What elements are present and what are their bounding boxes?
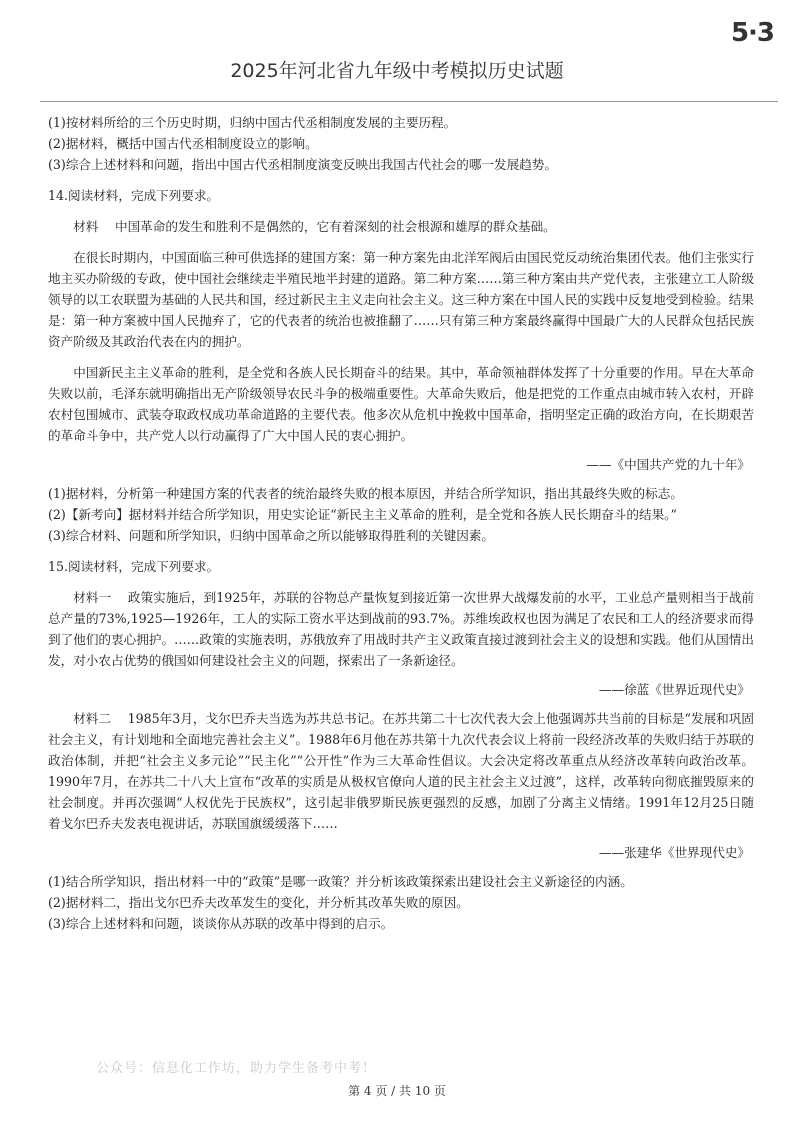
watermark-text: 公众号：信息化工作坊，助力学生备考中考！ bbox=[96, 1061, 377, 1076]
q15-intro: 15.阅读材料，完成下列要求。 bbox=[48, 559, 220, 574]
q15-material-1: 材料一 政策实施后，到1925年，苏联的谷物总产量恢复到接近第一次世界大战爆发前的水平，工业总产量则相当于战前总产量的73%,1925—1926年，工人的实际工资水平达到战前的93.7%。苏维埃政权也因为满足了农民和工人的经济要求而得到了他们的衷心拥护。……政策的实施表明，苏俄放弃了用战时共产主义政策直接过渡到社会主义的设想和实践。他们从国情出发，对小农占优势的俄国如何建设社会主义的问题，探索出了一条新途径。 bbox=[48, 590, 754, 668]
q15-item-3: (3)综合上述材料和问题，谈谈你从苏联的改革中得到的启示。 bbox=[48, 916, 394, 931]
q15-source-2: ——张建华《世界现代史》 bbox=[598, 845, 750, 860]
q15-item-1: (1)结合所学知识，指出材料一中的“政策”是哪一政策？并分析该政策探索出建设社会主义新途径的内涵。 bbox=[48, 874, 633, 889]
q14-item-1: (1)据材料，分析第一种建国方案的代表者的统治最终失败的根本原因，并结合所学知识，指出其最终失败的标志。 bbox=[48, 486, 683, 501]
q14-material-para-2: 中国新民主主义革命的胜利，是全党和各族人民长期奋斗的结果。其中，革命领袖群体发挥了十分重要的作用。早在大革命失败以前，毛泽东就明确指出无产阶级领导农民斗争的极端重要性。大革命失败后，他是把党的工作重点由城市转入农村，开辟农村包围城市、武装夺取政权成功革命道路的主要代表。他多次从危机中挽救中国革命，指明坚定正确的政治方向，在长期艰苦的革命斗争中，共产党人以行动赢得了广大中国人民的衷心拥护。 bbox=[48, 365, 754, 443]
q15-item-2: (2)据材料二，指出戈尔巴乔夫改革发生的变化，并分析其改革失败的原因。 bbox=[48, 895, 469, 910]
q14-source: ——《中国共产党的九十年》 bbox=[586, 457, 750, 472]
q14-item-3: (3)综合材料、问题和所学知识，归纳中国革命之所以能够取得胜利的关键因素。 bbox=[48, 528, 495, 543]
brand-logo: 5·3 bbox=[730, 18, 774, 48]
exam-content bbox=[48, 112, 754, 934]
q15-material-2: 材料二 1985年3月，戈尔巴乔夫当选为苏共总书记。在苏共第二十七次代表大会上他强调苏共当前的目标是“发展和巩固社会主义，有计划地和全面地完善社会主义”。1988年6月他在苏共第十九次代表会议上将前一段经济改革的失败归结于苏联的政治体制，并把“社会主义多元论”“民主化”“公开性”作为三大革命性倡议。大会决定将改革重点从经济改革转向政治改革。1990年7月，在苏共二十八大上宣布“改革的实质是从极权官僚向人道的民主社会主义过渡”，这样，改革转向彻底摧毁原来的社会制度。并再次强调“人权优先于民族权”，这引起非俄罗斯民族更强烈的反感，加剧了分离主义情绪。1991年12月25日随着戈尔巴乔夫发表电视讲话，苏联国旗缓缓落下…… bbox=[48, 711, 754, 831]
q14-material-lead: 材料 中国革命的发生和胜利不是偶然的，它有着深刻的社会根源和雄厚的群众基础。 bbox=[73, 219, 556, 234]
page-number: 第 4 页 / 共 10 页 bbox=[348, 1084, 446, 1098]
page-title: 2025年河北省九年级中考模拟历史试题 bbox=[230, 60, 564, 82]
q15-source-1: ——徐蓝《世界近现代史》 bbox=[598, 682, 750, 697]
q14-intro: 14.阅读材料，完成下列要求。 bbox=[48, 188, 220, 203]
q14-material-para-1: 在很长时期内，中国面临三种可供选择的建国方案：第一种方案先由北洋军阀后由国民党反动统治集团代表。他们主张实行地主买办阶级的专政，使中国社会继续走半殖民地半封建的道路。第二种方案……第三种方案由共产党代表，主张建立工人阶级领导的以工农联盟为基础的人民共和国，经过新民主主义走向社会主义。这三种方案在中国人民的实践中反复地受到检验。结果是：第一种方案被中国人民抛弃了，它的代表者的统治也被推翻了……只有第三种方案最终赢得中国最广大的人民群众包括民族资产阶级及其政治代表在内的拥护。 bbox=[48, 250, 754, 349]
q14-item-2: (2)【新考向】据材料并结合所学知识，用史实论证“新民主主义革命的胜利，是全党和各族人民长期奋斗的结果。” bbox=[48, 507, 677, 522]
header-divider bbox=[40, 101, 778, 102]
q13-item-2: (2)据材料，概括中国古代丞相制度设立的影响。 bbox=[48, 136, 318, 151]
q13-item-3: (3)综合上述材料和问题，指出中国古代丞相制度演变反映出我国古代社会的哪一发展趋势。 bbox=[48, 157, 557, 172]
q13-item-1: (1)按材料所给的三个历史时期，归纳中国古代丞相制度发展的主要历程。 bbox=[48, 115, 457, 130]
